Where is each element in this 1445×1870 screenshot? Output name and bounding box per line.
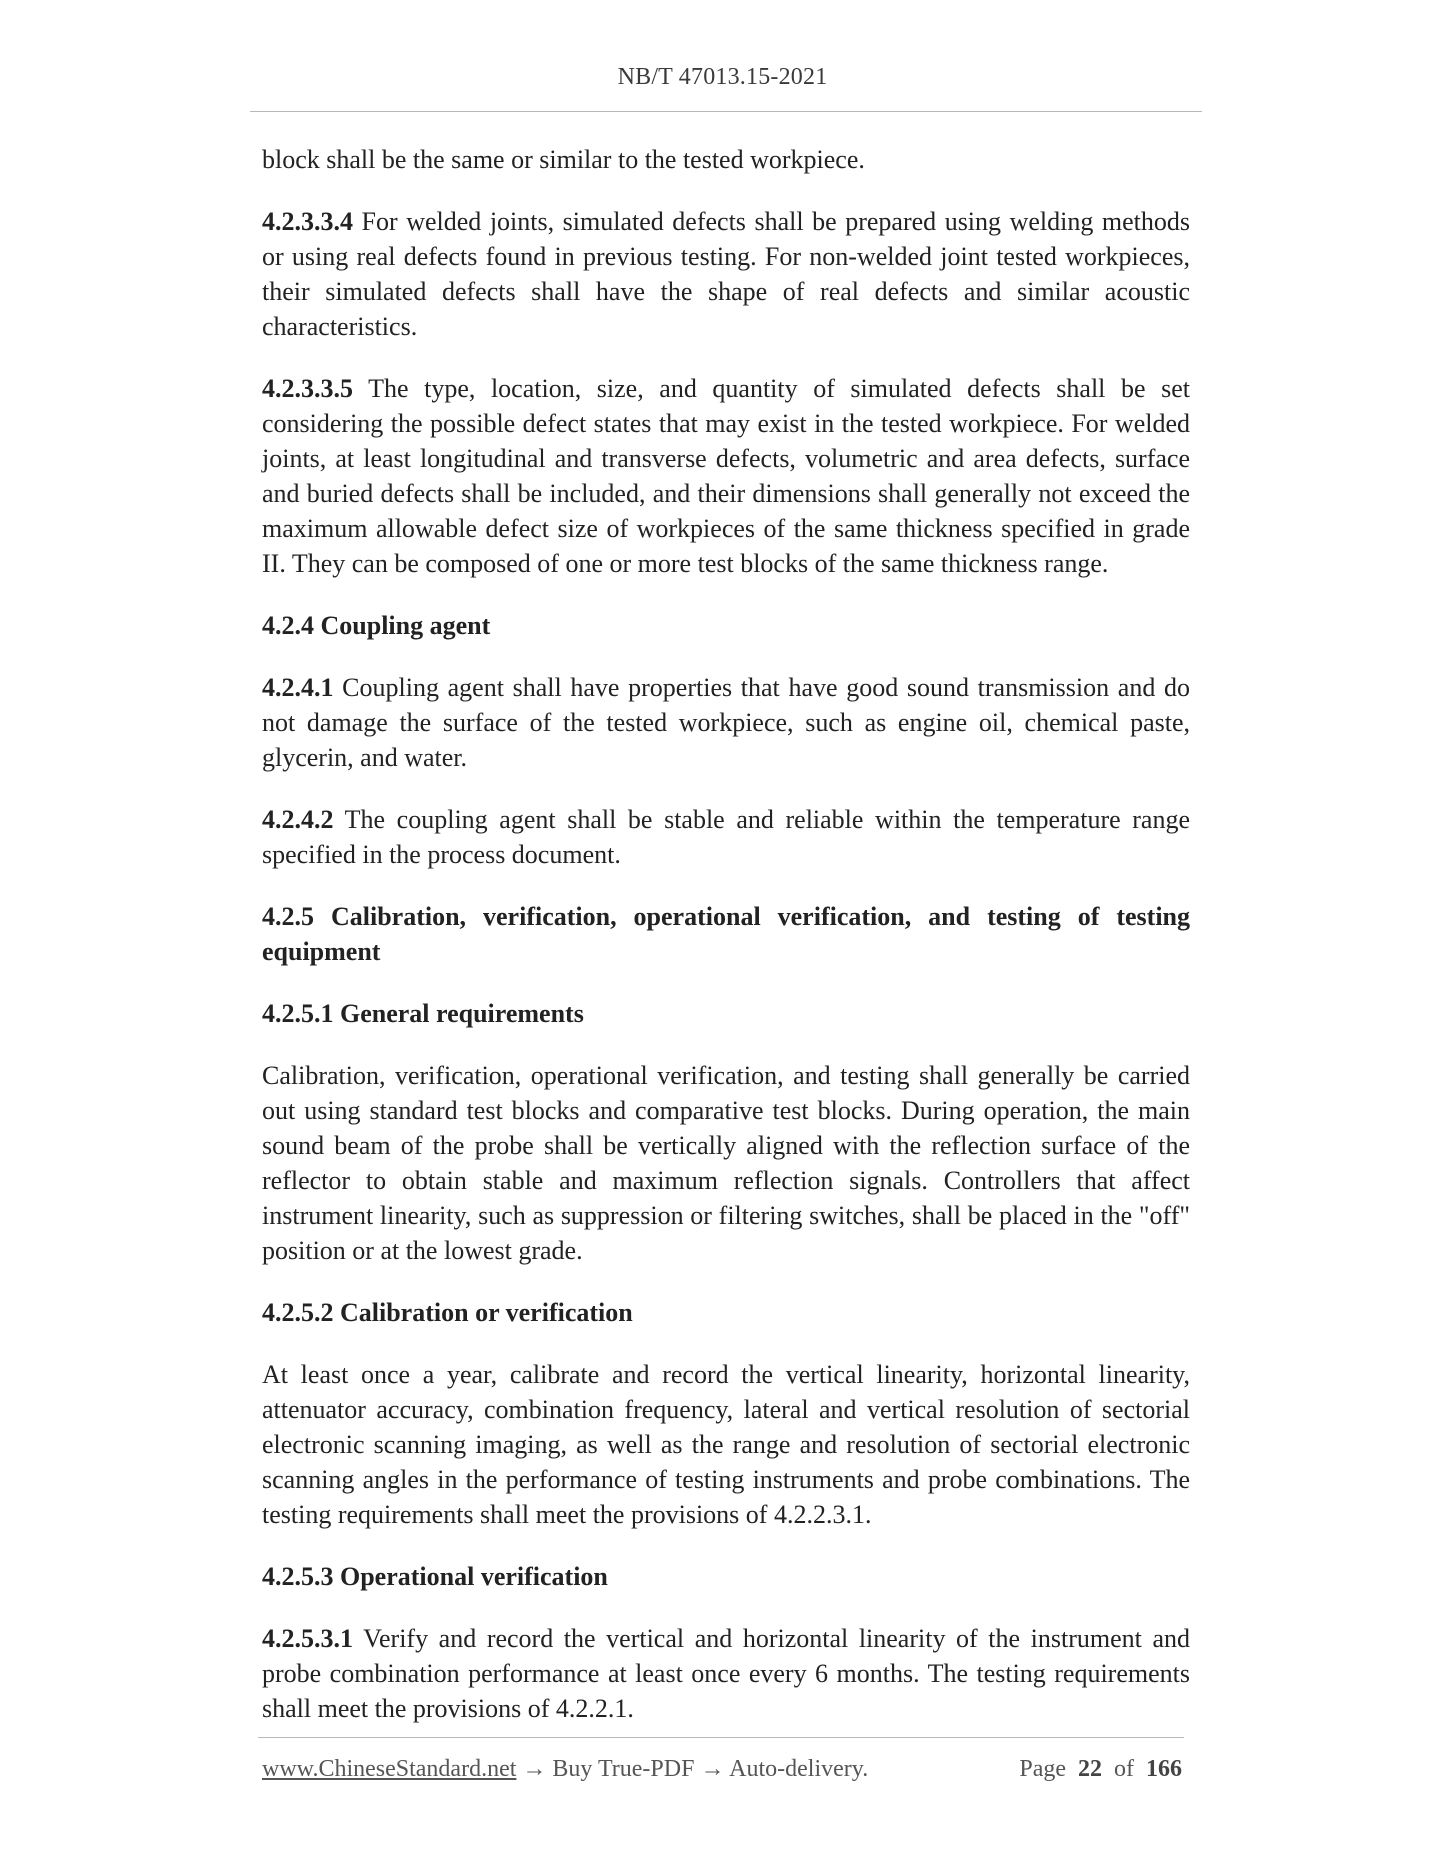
clause-text: The type, location, size, and quantity of simulated defects shall be set considering the possible defect states that may exist in the tested workpiece. For welded joints, at least longitudinal and transverse defects, volumetric and area defects, surface and buried defects shall be included, and their dimensions shall generally not exceed the maximum allowable defect size of workpieces of the same thickness specified in grade II. They can be composed of one or more test blocks of the same thickness range. [262,374,1190,578]
of-label: of [1114,1756,1134,1782]
arrow-icon: → [516,1756,553,1782]
heading-4-2-5-3: 4.2.5.3 Operational verification [262,1562,608,1591]
header-divider [250,111,1202,112]
clause-text: The coupling agent shall be stable and reliable within the temperature range specified in the process document. [262,805,1190,869]
arrow-icon: → [694,1756,730,1782]
page-current: 22 [1078,1756,1102,1782]
clause-text: Coupling agent shall have properties that have good sound transmission and do not damage the surface of the tested workpiece, such as engine oil, chemical paste, glycerin, and water. [262,673,1190,772]
page-total: 166 [1146,1756,1182,1782]
footer-promo [262,1756,868,1783]
paragraph-4-2-3-3-5 [262,371,1190,581]
clause-number: 4.2.3.3.5 [262,374,353,403]
paragraph-4-2-3-3-4 [262,204,1190,344]
auto-delivery-text: Auto-delivery. [729,1756,869,1782]
clause-number: 4.2.4.2 [262,805,334,834]
paragraph-4-2-4-2 [262,802,1190,872]
paragraph-calibration: At least once a year, calibrate and record the vertical linearity, horizontal linearity, attenuator accuracy, combination frequency, lateral and vertical resolution of sectorial electronic scanning imaging, as well as the range and resolution of sectorial electronic scanning angles in the performance of testing instruments and probe combinations. The testing requirements shall meet the provisions of 4.2.2.3.1. [262,1360,1190,1529]
standard-id: NB/T 47013.15-2021 [617,64,828,90]
document-body [262,142,1190,1753]
page-counter [1019,1756,1182,1783]
paragraph-continuation: block shall be the same or similar to the tested workpiece. [262,145,865,174]
clause-text: Verify and record the vertical and horizontal linearity of the instrument and probe combination performance at least once every 6 months. The testing requirements shall meet the provisions of 4.2.2.1. [262,1624,1190,1723]
buy-pdf-text: Buy True-PDF [552,1756,695,1782]
website-link[interactable]: www.ChineseStandard.net [262,1756,517,1782]
page-label: Page [1019,1756,1066,1782]
heading-4-2-5-2: 4.2.5.2 Calibration or verification [262,1298,633,1327]
clause-number: 4.2.5.3.1 [262,1624,353,1653]
clause-number: 4.2.4.1 [262,673,334,702]
heading-4-2-5-1: 4.2.5.1 General requirements [262,999,584,1028]
page-header [0,64,1445,91]
heading-4-2-5: 4.2.5 Calibration, verification, operational verification, and testing of testing equipment [262,902,1190,966]
paragraph-general-requirements: Calibration, verification, operational verification, and testing shall generally be carried out using standard test blocks and comparative test blocks. During operation, the main sound beam of the probe shall be vertically aligned with the reflection surface of the reflector to obtain stable and maximum reflection signals. Controllers that affect instrument linearity, such as suppression or filtering switches, shall be placed in the "off" position or at the lowest grade. [262,1061,1190,1265]
paragraph-4-2-4-1 [262,670,1190,775]
clause-text: For welded joints, simulated defects shall be prepared using welding methods or using real defects found in previous testing. For non-welded joint tested workpieces, their simulated defects shall have the shape of real defects and similar acoustic characteristics. [262,207,1190,341]
footer-divider [258,1737,1184,1738]
clause-number: 4.2.3.3.4 [262,207,353,236]
heading-4-2-4: 4.2.4 Coupling agent [262,611,491,640]
paragraph-4-2-5-3-1 [262,1621,1190,1726]
